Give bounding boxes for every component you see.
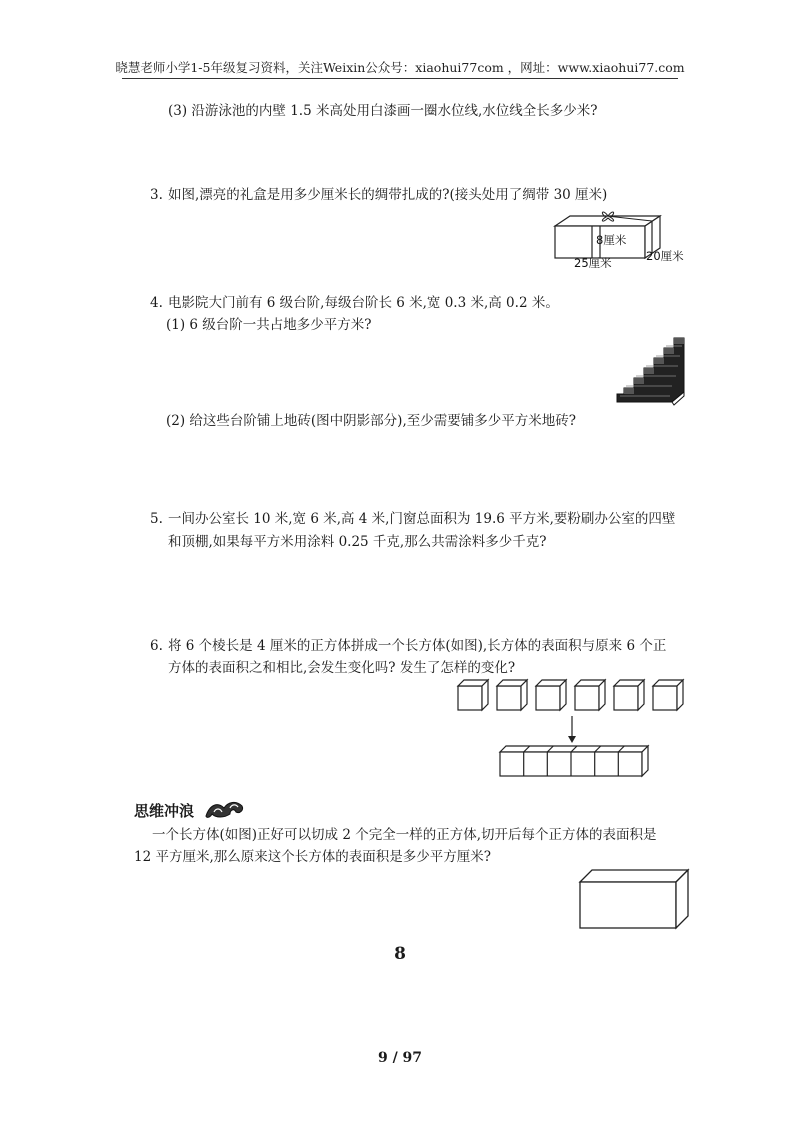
cube-3 [536,680,566,710]
cube-6 [653,680,683,710]
question-4 [150,294,559,312]
cube-5 [614,680,644,710]
length-label: 25厘米 [574,256,612,268]
question-4-part-1: (1) 6 级台阶一共占地多少平方米? [166,317,372,333]
page-number: 8 [394,944,406,964]
cube-1 [458,680,488,710]
question-6 [150,637,666,655]
combined-cuboid [500,746,648,776]
page-header: 晓慧老师小学1-5年级复习资料，关注Weixin公众号：xiaohui77com ，网址：www.xiaohui77.com [115,60,685,75]
question-2-part-3: (3) 沿游泳池的内壁 1.5 米高处用白漆画一圈水位线,水位线全长多少米? [168,103,598,119]
question-number: 3. [150,187,163,203]
wave-icon [204,798,246,820]
question-number: 4. [150,295,163,311]
stairs-figure [612,330,692,406]
height-label: 8厘米 [596,233,627,247]
question-3 [150,186,607,204]
question-text: 如图,漂亮的礼盒是用多少厘米长的绸带扎成的?(接头处用了绸带 30 厘米) [168,187,608,203]
gift-box-figure [550,206,700,268]
question-text-line1: 一间办公室长 10 米,宽 6 米,高 4 米,门窗总面积为 19.6 平方米,要粉刷办公室的四壁 [168,511,676,527]
header-divider [122,78,678,79]
cubes-figure [455,676,695,786]
cube-4 [575,680,605,710]
thinking-text-line1: 一个长方体(如图)正好可以切成 2 个完全一样的正方体,切开后每个正方体的表面积是 [152,827,657,843]
question-6-line2: 方体的表面积之和相比,会发生变化吗? 发生了怎样的变化? [168,660,516,676]
question-4-part-2: (2) 给这些台阶铺上地砖(图中阴影部分),至少需要铺多少平方米地砖? [166,413,576,429]
width-label: 20厘米 [646,249,684,263]
thinking-text-line2: 12 平方厘米,那么原来这个长方体的表面积是多少平方厘米? [134,849,491,865]
question-text: 电影院大门前有 6 级台阶,每级台阶长 6 米,宽 0.3 米,高 0.2 米。 [168,295,559,311]
cube-2 [497,680,527,710]
page-counter: 9 / 97 [377,1050,423,1066]
question-5 [150,510,675,528]
question-5-line2: 和顶棚,如果每平方米用涂料 0.25 千克,那么共需涂料多少千克? [168,534,547,550]
section-title: 思维冲浪 [134,802,195,820]
cuboid-figure [578,866,692,932]
question-text-line1: 将 6 个棱长是 4 厘米的正方体拼成一个长方体(如图),长方体的表面积与原来 6 个正 [168,638,667,654]
arrow-down-icon [568,716,576,743]
question-number: 6. [150,638,163,654]
question-number: 5. [150,511,163,527]
